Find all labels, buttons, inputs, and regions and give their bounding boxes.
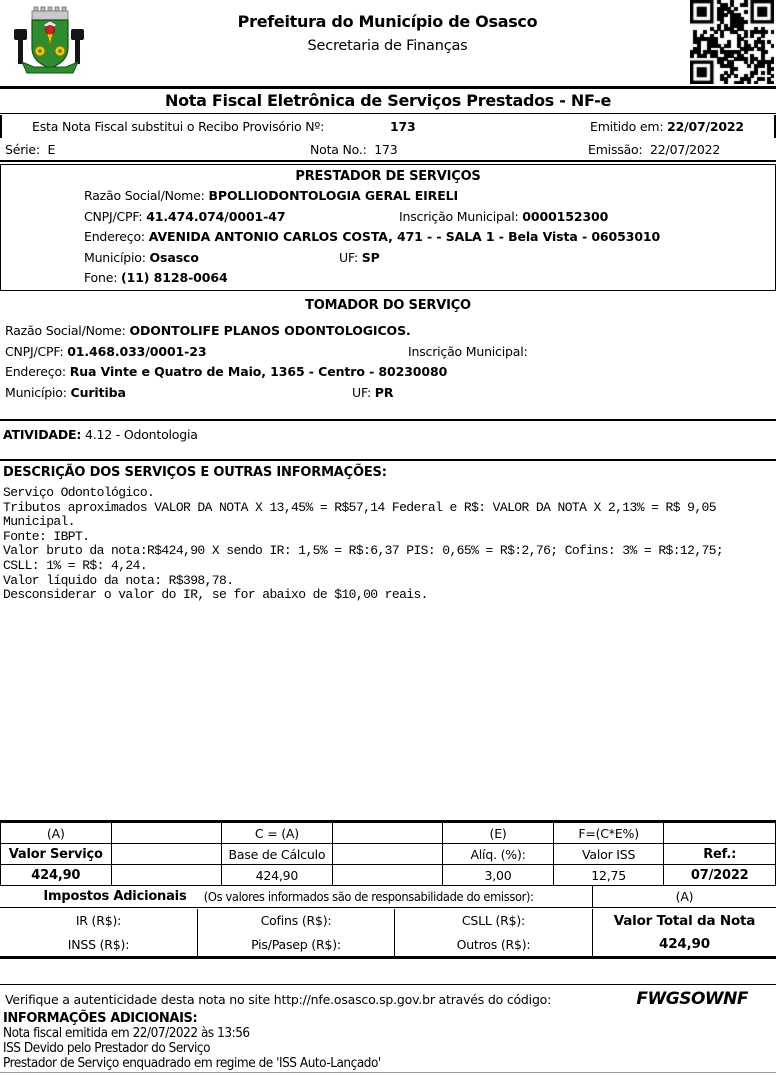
uf-label: UF: <box>352 384 371 400</box>
info-line-regime: Prestador de Serviço enquadrado em regime de 'ISS Auto-Lançado' <box>3 1056 381 1071</box>
ref-value: 07/2022 <box>664 865 775 886</box>
divider <box>0 160 776 162</box>
atividade-value: 4.12 - Odontologia <box>84 427 198 442</box>
endereco-value: AVENIDA ANTONIO CARLOS COSTA, 471 - - SALA 1 - Bela Vista - 06053010 <box>148 229 661 244</box>
table-cell: C = (A) <box>222 823 333 844</box>
table-cell <box>333 844 444 865</box>
cofins-label: Cofins (R$): <box>198 909 395 933</box>
header <box>0 0 776 86</box>
nota-value: 173 <box>374 142 398 157</box>
impostos-title <box>0 885 593 908</box>
divider <box>0 86 776 89</box>
info-line-emissao: Nota fiscal emitida em 22/07/2022 às 13:56 <box>3 1026 250 1041</box>
header-titles <box>95 12 680 54</box>
info-title: INFORMAÇÕES ADICIONAIS: <box>3 1011 198 1026</box>
table-header-valor-servico: Valor Serviço <box>1 844 112 865</box>
tomador-section <box>0 294 776 419</box>
nota-number <box>310 142 398 157</box>
table-cell: F=(C*E%) <box>554 823 665 844</box>
descricao-line: CSLL: 1% = R$: 4,24. <box>3 557 148 573</box>
valor-iss-value: 12,75 <box>554 865 665 886</box>
im-value: 0000152300 <box>522 208 609 224</box>
base-calculo-value: 424,90 <box>222 865 333 886</box>
prestador-title: PRESTADOR DE SERVIÇOS <box>295 169 481 184</box>
uf-value: PR <box>374 384 394 400</box>
descricao-line: Fonte: IBPT. <box>3 528 90 544</box>
municipio-label: Município: <box>5 384 67 400</box>
descricao-line: Serviço Odontológico. <box>3 485 155 500</box>
table-cell: (A) <box>1 823 112 844</box>
valor-servico-value: 424,90 <box>1 865 112 886</box>
endereco-label: Endereço: <box>5 364 66 379</box>
aliquota-value: 3,00 <box>443 865 554 886</box>
razao-value: BPOLLIODONTOLOGIA GERAL EIRELI <box>208 188 459 203</box>
divider <box>0 113 776 114</box>
recibo-provisorio-number: 173 <box>390 119 416 134</box>
valores-table <box>0 820 776 886</box>
impostos-title-rest: (Os valores informados são de responsabilidade do emissor): <box>200 888 535 904</box>
valor-total-cell <box>593 909 776 956</box>
department-subtitle: Secretaria de Finanças <box>307 38 468 54</box>
document-title: Nota Fiscal Eletrônica de Serviços Prestados - NF-e <box>164 91 612 110</box>
uf-value: SP <box>361 249 380 265</box>
table-cell <box>112 865 223 886</box>
tomador-cnpj-line <box>0 344 776 361</box>
table-cell <box>333 865 444 886</box>
table-cell <box>112 844 223 865</box>
fone-label: Fone: <box>84 270 118 285</box>
im-label: Inscrição Municipal: <box>399 208 519 224</box>
table-header-valor-iss: Valor ISS <box>554 844 665 865</box>
tomador-uf <box>352 385 393 402</box>
informacoes-adicionais <box>0 1011 776 1071</box>
qr-code <box>690 0 774 84</box>
verify-text: Verifique a autenticidade desta nota no site http://nfe.osasco.sp.gov.br através do código: <box>5 992 552 1007</box>
serie-row <box>0 142 776 160</box>
tomador-endereco <box>0 364 776 381</box>
impostos-grid <box>0 909 593 956</box>
prestador-razao-social <box>1 188 775 205</box>
im-label: Inscrição Municipal: <box>408 343 528 359</box>
emitido-value: 22/07/2022 <box>667 119 744 134</box>
nota-label: Nota No.: <box>310 142 367 157</box>
tomador-razao-social <box>0 323 776 340</box>
table-cell: (E) <box>443 823 554 844</box>
municipio-value: Curitiba <box>70 384 126 400</box>
table-cell <box>664 823 775 844</box>
substitui-label: Esta Nota Fiscal substitui o Recibo Provisório Nº: <box>32 119 325 134</box>
osasco-coat-of-arms-icon <box>10 5 88 81</box>
inss-label: INSS (R$): <box>0 933 198 957</box>
table-header-aliquota: Alíq. (%): <box>443 844 554 865</box>
prestador-inscricao-municipal <box>399 209 608 226</box>
descricao-line: Desconsiderar o valor do IR, se for abaixo de $10,00 reais. <box>3 587 428 603</box>
municipio-label: Município: <box>84 249 146 265</box>
prestador-endereco <box>1 229 775 246</box>
serie-value: E <box>47 142 56 157</box>
table-cell <box>333 823 444 844</box>
prestador-section <box>0 164 776 291</box>
valor-total-label: Valor Total da Nota <box>613 912 756 929</box>
serie-label: Série: <box>5 142 40 157</box>
municipio-value: Osasco <box>149 249 199 265</box>
fone-value: (11) 8128-0064 <box>121 270 228 285</box>
atividade-label: ATIVIDADE: <box>3 427 82 442</box>
endereco-label: Endereço: <box>84 229 145 244</box>
prestador-fone <box>1 270 775 287</box>
cnpj-label: CNPJ/CPF: <box>5 343 64 359</box>
impostos-title-bold: Impostos Adicionais <box>43 888 187 904</box>
emitido-label: Emitido em: <box>590 119 664 134</box>
razao-label: Razão Social/Nome: <box>84 188 205 203</box>
razao-value: ODONTOLIFE PLANOS ODONTOLOGICOS. <box>129 323 411 338</box>
tomador-municipio-line <box>0 385 776 402</box>
table-header-ref: Ref.: <box>664 844 775 865</box>
info-line-iss: ISS Devido pelo Prestador do Serviço <box>3 1041 211 1056</box>
table-header-base-calculo: Base de Cálculo <box>222 844 333 865</box>
descricao-body <box>3 486 776 603</box>
tomador-title: TOMADOR DO SERVIÇO <box>305 298 471 313</box>
outros-label: Outros (R$): <box>395 933 593 957</box>
csll-label: CSLL (R$): <box>395 909 593 933</box>
pis-pasep-label: Pis/Pasep (R$): <box>198 933 395 957</box>
valor-total-value: 424,90 <box>659 936 710 953</box>
prestador-uf <box>339 250 380 267</box>
descricao-line: Valor bruto da nota:R$424,90 X sendo IR: 1,5% = R$:6,37 PIS: 0,65% = R$:2,76; Cofins: 3% = R$:12,75; <box>3 543 724 559</box>
table-cell <box>112 823 223 844</box>
prestador-cnpj-line <box>1 209 775 226</box>
cnpj-label: CNPJ/CPF: <box>84 208 143 224</box>
verification-code: FWGSOWNF <box>636 989 748 1009</box>
emissao-label: Emissão: <box>588 142 643 157</box>
descricao-line: Tributos aproximados VALOR DA NOTA X 13,45% = R$57,14 Federal e R$: VALOR DA NOTA X 2,13% = R$ 9,05 <box>3 499 716 515</box>
substitui-row <box>0 115 776 138</box>
endereco-value: Rua Vinte e Quatro de Maio, 1365 - Centro - 80230080 <box>69 364 448 379</box>
emissao-value: 22/07/2022 <box>650 142 721 157</box>
cnpj-value: 41.474.074/0001-47 <box>146 208 286 224</box>
descricao-title: DESCRIÇÃO DOS SERVIÇOS E OUTRAS INFORMAÇÕES: <box>3 465 387 480</box>
atividade-row <box>0 419 776 442</box>
razao-label: Razão Social/Nome: <box>5 323 126 338</box>
emissao <box>588 142 720 157</box>
emitido-em <box>590 119 744 134</box>
ir-label: IR (R$): <box>0 909 198 933</box>
descricao-line: Municipal. <box>3 514 76 530</box>
descricao-line: Valor líquido da nota: R$398,78. <box>3 572 234 588</box>
descricao-section <box>0 459 776 603</box>
divider <box>0 1072 776 1073</box>
tomador-inscricao-municipal <box>408 344 528 361</box>
serie <box>5 142 55 157</box>
prestador-municipio-line <box>1 250 775 267</box>
cnpj-value: 01.468.033/0001-23 <box>67 343 207 359</box>
impostos-col-a: (A) <box>593 885 776 908</box>
impostos-table <box>0 885 776 959</box>
municipality-title: Prefeitura do Município de Osasco <box>237 12 538 31</box>
uf-label: UF: <box>339 249 358 265</box>
